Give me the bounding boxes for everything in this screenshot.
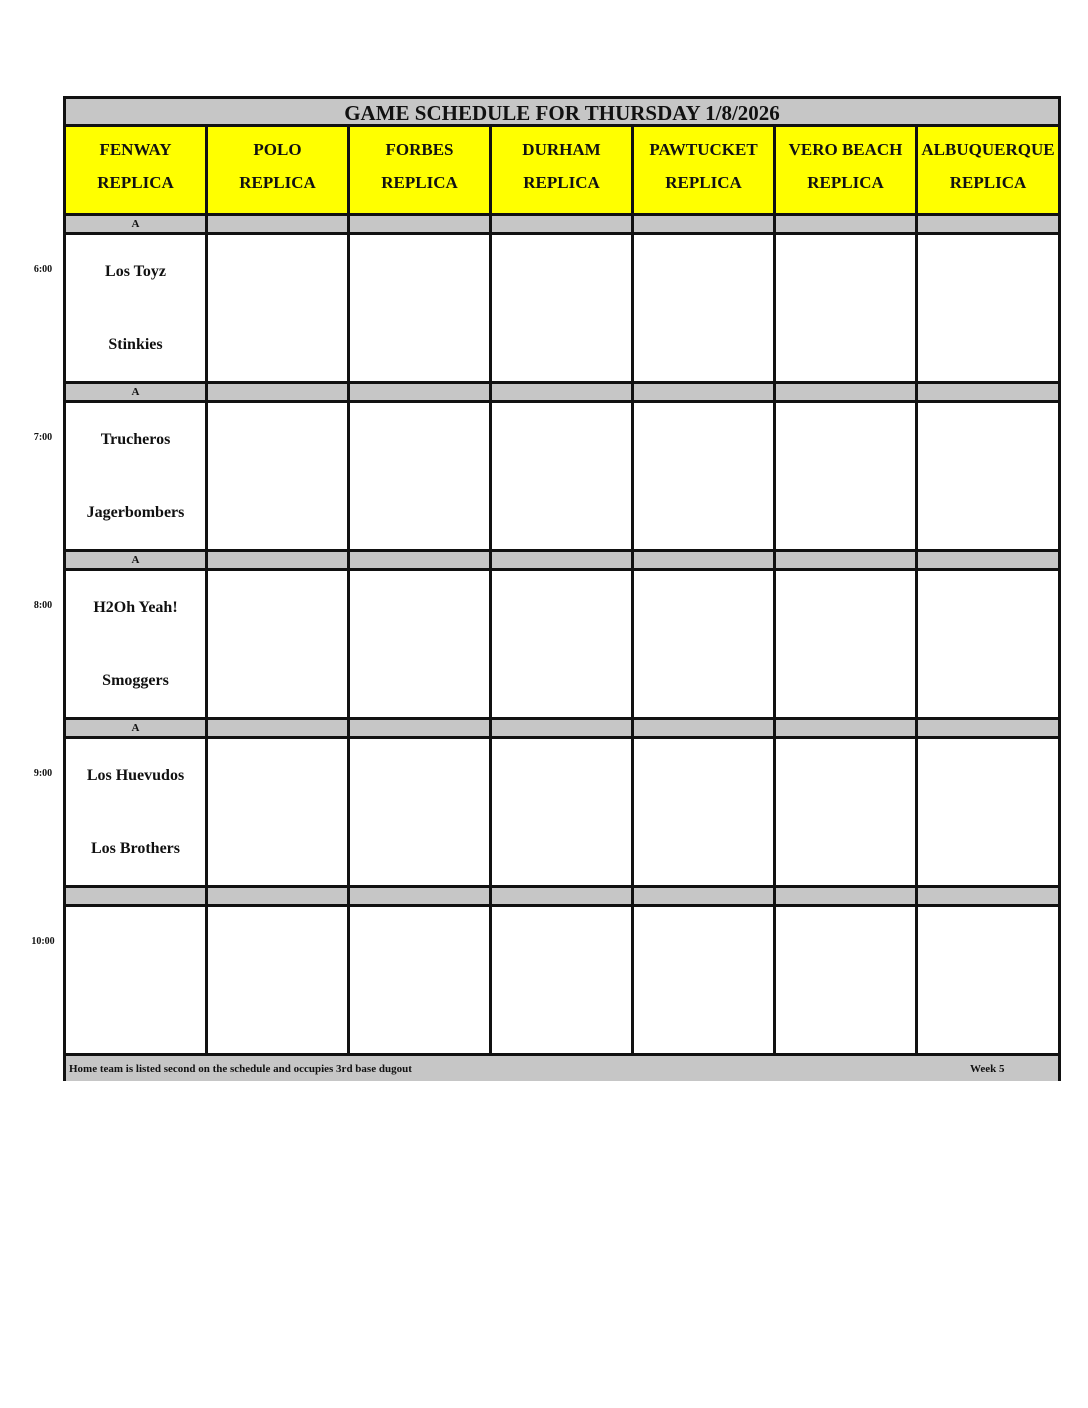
band-cell: [776, 888, 918, 904]
band-cell: [208, 216, 350, 232]
game-cell: [776, 907, 918, 1053]
footer-note: Home team is listed second on the schedule and occupies 3rd base dugout: [69, 1063, 412, 1075]
game-cell: [918, 235, 1058, 381]
band-cell: [634, 888, 776, 904]
game-cell: [634, 235, 776, 381]
schedule-title: GAME SCHEDULE FOR THURSDAY 1/8/2026: [66, 99, 1058, 127]
game-cell: [350, 739, 492, 885]
field-suffix: REPLICA: [239, 173, 316, 192]
time-label: 6:00: [33, 264, 53, 275]
away-team: Trucheros: [100, 431, 171, 448]
game-cell: [66, 403, 208, 549]
band-cell: [208, 888, 350, 904]
band-cell: [350, 552, 492, 568]
division-label: A: [66, 720, 208, 736]
game-cell: [918, 571, 1058, 717]
band-cell: [634, 384, 776, 400]
band-cell: [208, 720, 350, 736]
time-label: 7:00: [33, 432, 53, 443]
game-cell: [350, 235, 492, 381]
band-cell: [918, 384, 1058, 400]
field-header-pawtucket: [634, 127, 776, 213]
band-cell: [776, 216, 918, 232]
division-label: [66, 888, 208, 904]
band-cell: [634, 216, 776, 232]
home-team: Jagerbombers: [86, 504, 185, 521]
band-cell: [350, 888, 492, 904]
game-cell: [918, 739, 1058, 885]
home-team: Stinkies: [108, 336, 163, 353]
field-name: VERO BEACH: [788, 140, 903, 159]
field-suffix: REPLICA: [523, 173, 600, 192]
game-cell: [492, 403, 634, 549]
field-suffix: REPLICA: [97, 173, 174, 192]
band-cell: [492, 216, 634, 232]
field-header-albuquerque: [918, 127, 1058, 213]
time-label: 10:00: [31, 936, 55, 947]
band-cell: [918, 720, 1058, 736]
game-cell: [208, 235, 350, 381]
field-header-fenway: [66, 127, 208, 213]
band-cell: [208, 384, 350, 400]
game-cell: [634, 403, 776, 549]
field-suffix: REPLICA: [665, 173, 742, 192]
game-cell: [492, 235, 634, 381]
field-name: FORBES: [385, 140, 454, 159]
band-cell: [492, 552, 634, 568]
away-team: Los Toyz: [105, 263, 166, 280]
field-header-durham: [492, 127, 634, 213]
division-label: A: [66, 384, 208, 400]
footer-bar: [66, 1053, 1058, 1081]
field-name: FENWAY: [99, 140, 172, 159]
game-cell: [350, 571, 492, 717]
game-cell: [66, 571, 208, 717]
band-cell: [634, 552, 776, 568]
game-cell: [66, 235, 208, 381]
schedule-table: [63, 96, 1061, 1081]
game-cell: [918, 403, 1058, 549]
division-label: A: [66, 552, 208, 568]
band-cell: [918, 888, 1058, 904]
game-cell: [918, 907, 1058, 1053]
field-header-forbes: [350, 127, 492, 213]
field-suffix: REPLICA: [949, 173, 1027, 192]
game-cell: [776, 739, 918, 885]
game-cell: [208, 739, 350, 885]
game-cell: [634, 571, 776, 717]
game-cell: [208, 907, 350, 1053]
band-cell: [776, 552, 918, 568]
home-team: Smoggers: [102, 672, 169, 689]
field-name: POLO: [253, 140, 302, 159]
field-name: PAWTUCKET: [649, 140, 758, 159]
band-cell: [208, 552, 350, 568]
field-header-vero-beach: [776, 127, 918, 213]
band-cell: [776, 720, 918, 736]
game-cell: [66, 907, 208, 1053]
field-suffix: REPLICA: [381, 173, 458, 192]
time-label: 9:00: [33, 768, 53, 779]
game-cell: [208, 403, 350, 549]
band-cell: [634, 720, 776, 736]
field-header-polo: [208, 127, 350, 213]
game-cell: [350, 403, 492, 549]
game-cell: [350, 907, 492, 1053]
game-cell: [492, 739, 634, 885]
field-name: ALBUQUERQUE: [921, 140, 1055, 159]
band-cell: [350, 720, 492, 736]
band-cell: [918, 552, 1058, 568]
time-label: 8:00: [33, 600, 53, 611]
game-cell: [634, 739, 776, 885]
game-cell: [208, 571, 350, 717]
field-suffix: REPLICA: [807, 173, 884, 192]
game-cell: [634, 907, 776, 1053]
away-team: H2Oh Yeah!: [93, 599, 178, 616]
band-cell: [776, 384, 918, 400]
away-team: Los Huevudos: [86, 767, 185, 784]
band-cell: [918, 216, 1058, 232]
game-cell: [66, 739, 208, 885]
game-cell: [776, 235, 918, 381]
band-cell: [350, 384, 492, 400]
week-label: Week 5: [970, 1063, 1005, 1075]
division-label: A: [66, 216, 208, 232]
home-team: Los Brothers: [90, 840, 181, 857]
game-cell: [492, 571, 634, 717]
game-cell: [492, 907, 634, 1053]
game-cell: [776, 403, 918, 549]
band-cell: [350, 216, 492, 232]
band-cell: [492, 720, 634, 736]
field-name: DURHAM: [522, 140, 601, 159]
band-cell: [492, 888, 634, 904]
band-cell: [492, 384, 634, 400]
game-cell: [776, 571, 918, 717]
